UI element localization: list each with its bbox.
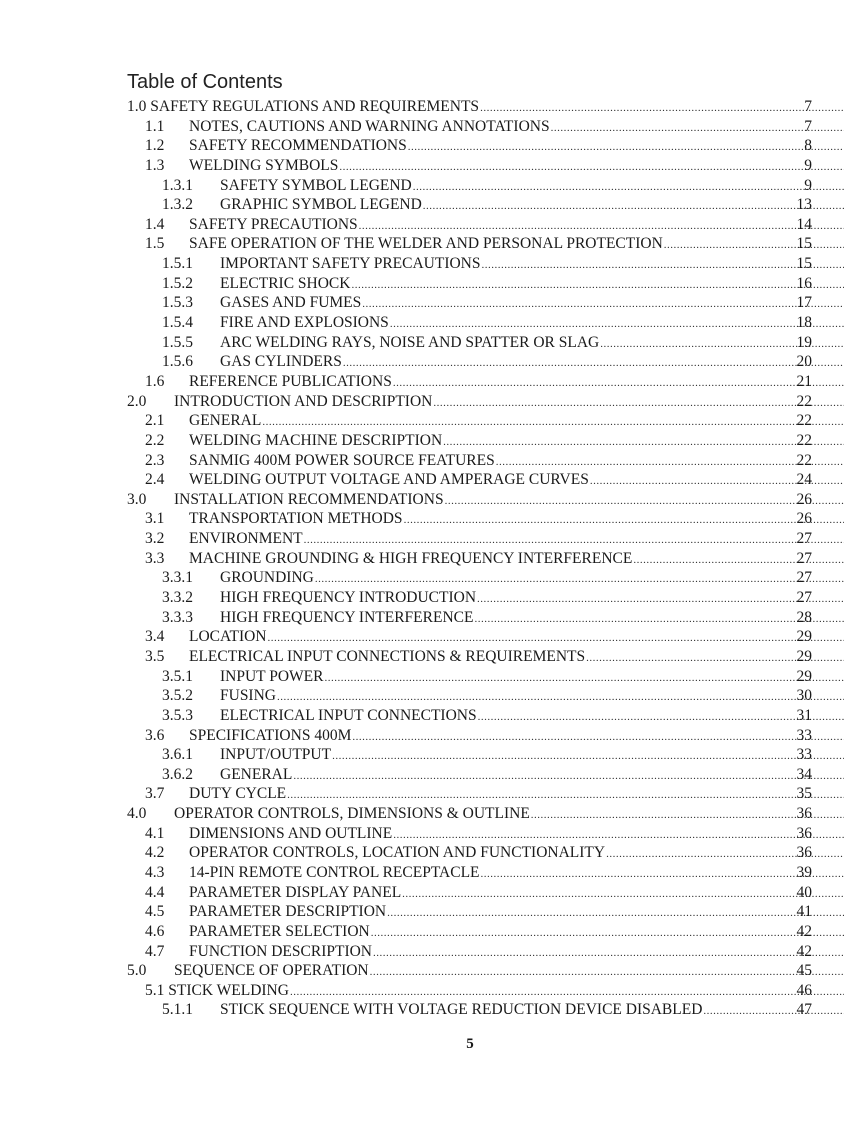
toc-entry-number: 3.1 [145,510,165,528]
toc-entry-number: 3.5.1 [162,667,193,685]
toc-entry[interactable] [0,568,866,588]
toc-entry-leader [189,627,844,649]
toc-entry-title: GENERAL [189,412,262,430]
toc-entry-title: PARAMETER DISPLAY PANEL [189,883,402,901]
toc-entry[interactable] [0,686,866,706]
toc-entry-page: 17 [796,294,812,312]
toc-entry-page: 42 [796,942,812,960]
toc-entry-leader [189,411,844,433]
dot-leader [703,1002,844,1022]
toc-entry[interactable] [0,195,866,215]
toc-entry-number: 4.6 [145,922,165,940]
toc-entry-leader [189,509,844,531]
toc-entry-leader [174,804,844,826]
toc-entry-number: 2.1 [145,412,165,430]
toc-entry-leader [220,293,844,315]
toc-entry[interactable] [0,883,866,903]
toc-entry-leader [220,588,844,610]
toc-entry[interactable] [0,293,866,313]
toc-entry-title: ARC WELDING RAYS, NOISE AND SPATTER OR SLAG [220,333,600,351]
toc-entry-number: 3.3.3 [162,608,193,626]
toc-entry[interactable] [0,254,866,274]
toc-entry-number: 1.5.5 [162,333,193,351]
toc-entry[interactable] [0,156,866,176]
toc-entry-number: 1.2 [145,137,165,155]
toc-entry-number: 3.7 [145,785,165,803]
toc-entry-leader [189,451,844,473]
toc-entry[interactable] [0,667,866,687]
toc-entry-number: 1.5.1 [162,255,193,273]
toc-entry-leader [189,156,844,178]
toc-entry[interactable] [0,176,866,196]
toc-entry-number: 1.3.1 [162,176,193,194]
toc-entry-title: 1.0 SAFETY REGULATIONS AND REQUIREMENTS [127,98,480,115]
toc-list [0,97,866,1020]
toc-entry[interactable] [0,274,866,294]
toc-entry-number: 1.5.4 [162,314,193,332]
toc-entry-leader [174,392,844,414]
toc-entry-number: 5.1.1 [162,1001,193,1019]
toc-entry-leader [220,765,844,787]
toc-entry[interactable] [0,392,866,412]
toc-entry-leader [220,745,844,767]
toc-entry-title: SANMIG 400M POWER SOURCE FEATURES [189,451,495,469]
toc-entry-title: PARAMETER SELECTION [189,922,370,940]
toc-entry-page: 28 [796,608,812,626]
toc-entry-page: 27 [796,530,812,548]
toc-entry-title: WELDING SYMBOLS [189,156,339,174]
toc-entry-number: 3.4 [145,628,165,646]
toc-entry-page: 26 [796,490,812,508]
toc-entry-number: 4.2 [145,844,165,862]
toc-entry-page: 35 [796,785,812,803]
toc-entry-leader [189,902,844,924]
toc-entry-title: STICK SEQUENCE WITH VOLTAGE REDUCTION DEVICE DISABLED [220,1001,703,1019]
toc-entry-number: 5.0 [127,962,147,980]
toc-entry-leader [189,549,844,571]
toc-entry-number: 3.5.2 [162,687,193,705]
toc-entry-leader [220,1000,844,1022]
toc-entry-title: MACHINE GROUNDING & HIGH FREQUENCY INTERFERENCE [189,549,633,567]
toc-entry[interactable] [0,961,866,981]
toc-entry-title: DIMENSIONS AND OUTLINE [189,824,393,842]
toc-entry-leader [220,608,844,630]
toc-entry-leader [189,863,844,885]
toc-entry-leader [220,333,844,355]
toc-entry-title: GAS CYLINDERS [220,353,342,371]
toc-entry-number: 4.4 [145,883,165,901]
toc-entry-number: 3.6.1 [162,746,193,764]
toc-entry-leader [189,529,844,551]
toc-entry-page: 33 [796,726,812,744]
toc-entry-page: 15 [796,255,812,273]
toc-entry[interactable] [0,97,866,117]
toc-entry-page: 29 [796,647,812,665]
toc-entry-page: 18 [796,314,812,332]
toc-entry-title: WELDING MACHINE DESCRIPTION [189,431,443,449]
toc-entry-number: 2.0 [127,392,147,410]
toc-entry[interactable] [0,509,866,529]
toc-entry[interactable] [0,981,866,1001]
toc-entry-title: INPUT/OUTPUT [220,746,332,764]
toc-entry-leader [220,568,844,590]
toc-entry-page: 8 [804,137,812,155]
toc-entry-leader [220,352,844,374]
toc-entry-page: 13 [796,196,812,214]
toc-entry-title: SPECIFICATIONS 400M [189,726,352,744]
toc-entry-leader [220,686,844,708]
toc-entry-page: 7 [804,98,812,115]
toc-entry-title: ELECTRIC SHOCK [220,274,351,292]
toc-entry[interactable] [0,942,866,962]
toc-entry-page: 41 [796,903,812,921]
toc-entry-number: 1.5 [145,235,165,253]
toc-entry-page: 9 [804,156,812,174]
toc-entry-leader [220,667,844,689]
toc-entry-number: 1.3 [145,156,165,174]
toc-entry-page: 15 [796,235,812,253]
toc-entry[interactable] [0,863,866,883]
toc-entry-number: 1.4 [145,215,165,233]
toc-entry-page: 29 [796,628,812,646]
toc-entry-page: 19 [796,333,812,351]
toc-entry-title: INTRODUCTION AND DESCRIPTION [174,392,433,410]
toc-entry[interactable] [0,627,866,647]
toc-entry[interactable] [0,745,866,765]
toc-entry-page: 45 [796,962,812,980]
toc-entry[interactable] [0,372,866,392]
toc-entry-title: FIRE AND EXPLOSIONS [220,314,389,332]
toc-entry-title: FUNCTION DESCRIPTION [189,942,372,960]
toc-entry-number: 1.5.6 [162,353,193,371]
toc-entry[interactable] [0,647,866,667]
toc-entry-number: 3.5 [145,647,165,665]
toc-entry-title: SAFE OPERATION OF THE WELDER AND PERSONAL PROTECTION [189,235,663,253]
toc-entry[interactable] [0,490,866,510]
toc-entry[interactable] [0,824,866,844]
toc-entry-title: 5.1 STICK WELDING [145,981,289,999]
toc-entry-leader [220,176,844,198]
toc-entry-leader [220,254,844,276]
toc-entry-page: 27 [796,569,812,587]
toc-entry-title: DUTY CYCLE [189,785,287,803]
toc-entry-number: 3.0 [127,490,147,508]
toc-entry[interactable] [0,431,866,451]
toc-entry-leader [189,117,844,139]
toc-entry-title: OPERATOR CONTROLS, DIMENSIONS & OUTLINE [174,805,530,823]
toc-entry-page: 14 [796,215,812,233]
toc-entry-leader [189,431,844,453]
toc-entry-page: 27 [796,589,812,607]
toc-entry-page: 20 [796,353,812,371]
toc-entry-page: 22 [796,451,812,469]
toc-entry-page: 36 [796,805,812,823]
toc-entry-page: 21 [796,372,812,390]
toc-entry-title: SAFETY RECOMMENDATIONS [189,137,407,155]
toc-entry[interactable] [0,902,866,922]
toc-entry-page: 40 [796,883,812,901]
toc-entry-title: SAFETY PRECAUTIONS [189,215,358,233]
toc-entry-page: 29 [796,667,812,685]
toc-entry[interactable] [0,470,866,490]
toc-entry-leader [189,922,844,944]
toc-entry[interactable] [0,234,866,254]
toc-entry-page: 34 [796,765,812,783]
toc-entry-page: 22 [796,431,812,449]
toc-entry-leader [174,961,844,983]
toc-entry-number: 1.6 [145,372,165,390]
toc-entry-number: 1.5.3 [162,294,193,312]
toc-entry-page: 22 [796,392,812,410]
toc-entry-title: LOCATION [189,628,267,646]
toc-entry[interactable] [0,922,866,942]
toc-entry-page: 27 [796,549,812,567]
toc-entry-title: SAFETY SYMBOL LEGEND [220,176,412,194]
toc-entry-page: 36 [796,824,812,842]
toc-entry-leader [220,313,844,335]
toc-entry-number: 3.3.1 [162,569,193,587]
toc-entry-title: INSTALLATION RECOMMENDATIONS [174,490,444,508]
toc-entry-page: 16 [796,274,812,292]
toc-entry-number: 4.7 [145,942,165,960]
toc-entry[interactable] [0,451,866,471]
toc-entry-page: 9 [804,176,812,194]
toc-entry-leader [189,784,844,806]
toc-entry-title: FUSING [220,687,276,705]
toc-entry-number: 4.1 [145,824,165,842]
toc-entry-leader [189,883,844,905]
toc-entry[interactable] [0,765,866,785]
toc-entry-title: ELECTRICAL INPUT CONNECTIONS & REQUIREMENTS [189,647,586,665]
toc-entry-title: TRANSPORTATION METHODS [189,510,403,528]
toc-entry-page: 46 [796,981,812,999]
toc-entry[interactable] [0,352,866,372]
toc-entry-title: PARAMETER DESCRIPTION [189,903,387,921]
toc-entry-leader [189,942,844,964]
toc-entry-title: SEQUENCE OF OPERATION [174,962,369,980]
page-number: 5 [466,1036,474,1052]
toc-entry-leader [189,647,844,669]
toc-entry-title: OPERATOR CONTROLS, LOCATION AND FUNCTIONALITY [189,844,606,862]
toc-entry-page: 39 [796,863,812,881]
toc-entry-number: 3.6.2 [162,765,193,783]
toc-entry-leader [220,195,844,217]
toc-entry-leader [189,470,844,492]
toc-entry-leader [189,234,844,256]
toc-entry-leader [127,97,844,119]
toc-entry-number: 3.3.2 [162,589,193,607]
toc-entry-page: 47 [796,1001,812,1019]
toc-entry[interactable] [0,136,866,156]
toc-entry-number: 2.2 [145,431,165,449]
toc-entry-number: 3.2 [145,530,165,548]
toc-entry-title: HIGH FREQUENCY INTRODUCTION [220,589,477,607]
toc-entry-title: WELDING OUTPUT VOLTAGE AND AMPERAGE CURVES [189,471,589,489]
toc-entry-page: 26 [796,510,812,528]
toc-entry-leader [189,136,844,158]
toc-entry[interactable] [0,804,866,824]
toc-entry[interactable] [0,726,866,746]
toc-entry[interactable] [0,333,866,353]
toc-entry-number: 2.3 [145,451,165,469]
toc-entry-leader [220,706,844,728]
toc-entry-title: GROUNDING [220,569,314,587]
toc-entry-title: 14-PIN REMOTE CONTROL RECEPTACLE [189,863,480,881]
toc-entry-title: GASES AND FUMES [220,294,362,312]
toc-entry-title: GENERAL [220,765,293,783]
toc-entry-number: 1.1 [145,117,165,135]
toc-entry[interactable] [0,608,866,628]
toc-entry[interactable] [0,549,866,569]
toc-entry-title: NOTES, CAUTIONS AND WARNING ANNOTATIONS [189,117,550,135]
toc-entry-page: 33 [796,746,812,764]
toc-entry[interactable] [0,313,866,333]
toc-entry-number: 4.5 [145,903,165,921]
toc-entry-page: 31 [796,706,812,724]
toc-entry-number: 2.4 [145,471,165,489]
toc-entry-page: 22 [796,412,812,430]
toc-entry-number: 3.6 [145,726,165,744]
toc-entry[interactable] [0,529,866,549]
toc-entry-title: INPUT POWER [220,667,324,685]
toc-entry[interactable] [0,588,866,608]
toc-entry-number: 4.3 [145,863,165,881]
toc-entry-leader [174,490,844,512]
toc-entry-title: ENVIRONMENT [189,530,303,548]
toc-entry-leader [220,274,844,296]
toc-entry-title: IMPORTANT SAFETY PRECAUTIONS [220,255,481,273]
toc-entry[interactable] [0,215,866,235]
toc-entry-title: GRAPHIC SYMBOL LEGEND [220,196,422,214]
toc-entry[interactable] [0,411,866,431]
toc-entry-number: 1.5.2 [162,274,193,292]
toc-entry[interactable] [0,843,866,863]
toc-entry-number: 1.3.2 [162,196,193,214]
toc-entry-leader [145,981,844,1003]
toc-entry-leader [189,372,844,394]
toc-heading: Table of Contents [127,71,283,93]
toc-entry[interactable] [0,784,866,804]
toc-entry-page: 36 [796,844,812,862]
toc-entry-title: ELECTRICAL INPUT CONNECTIONS [220,706,477,724]
toc-entry-title: HIGH FREQUENCY INTERFERENCE [220,608,474,626]
toc-entry-title: REFERENCE PUBLICATIONS [189,372,392,390]
toc-entry-number: 4.0 [127,805,147,823]
toc-entry-page: 30 [796,687,812,705]
toc-entry-number: 3.3 [145,549,165,567]
toc-entry-number: 3.5.3 [162,706,193,724]
toc-entry[interactable] [0,706,866,726]
toc-entry-leader [189,824,844,846]
toc-entry[interactable] [0,117,866,137]
toc-entry-leader [189,215,844,237]
toc-entry-page: 7 [804,117,812,135]
toc-entry-leader [189,726,844,748]
toc-entry[interactable] [0,1000,866,1020]
toc-entry-page: 24 [796,471,812,489]
toc-entry-page: 42 [796,922,812,940]
toc-entry-leader [189,843,844,865]
